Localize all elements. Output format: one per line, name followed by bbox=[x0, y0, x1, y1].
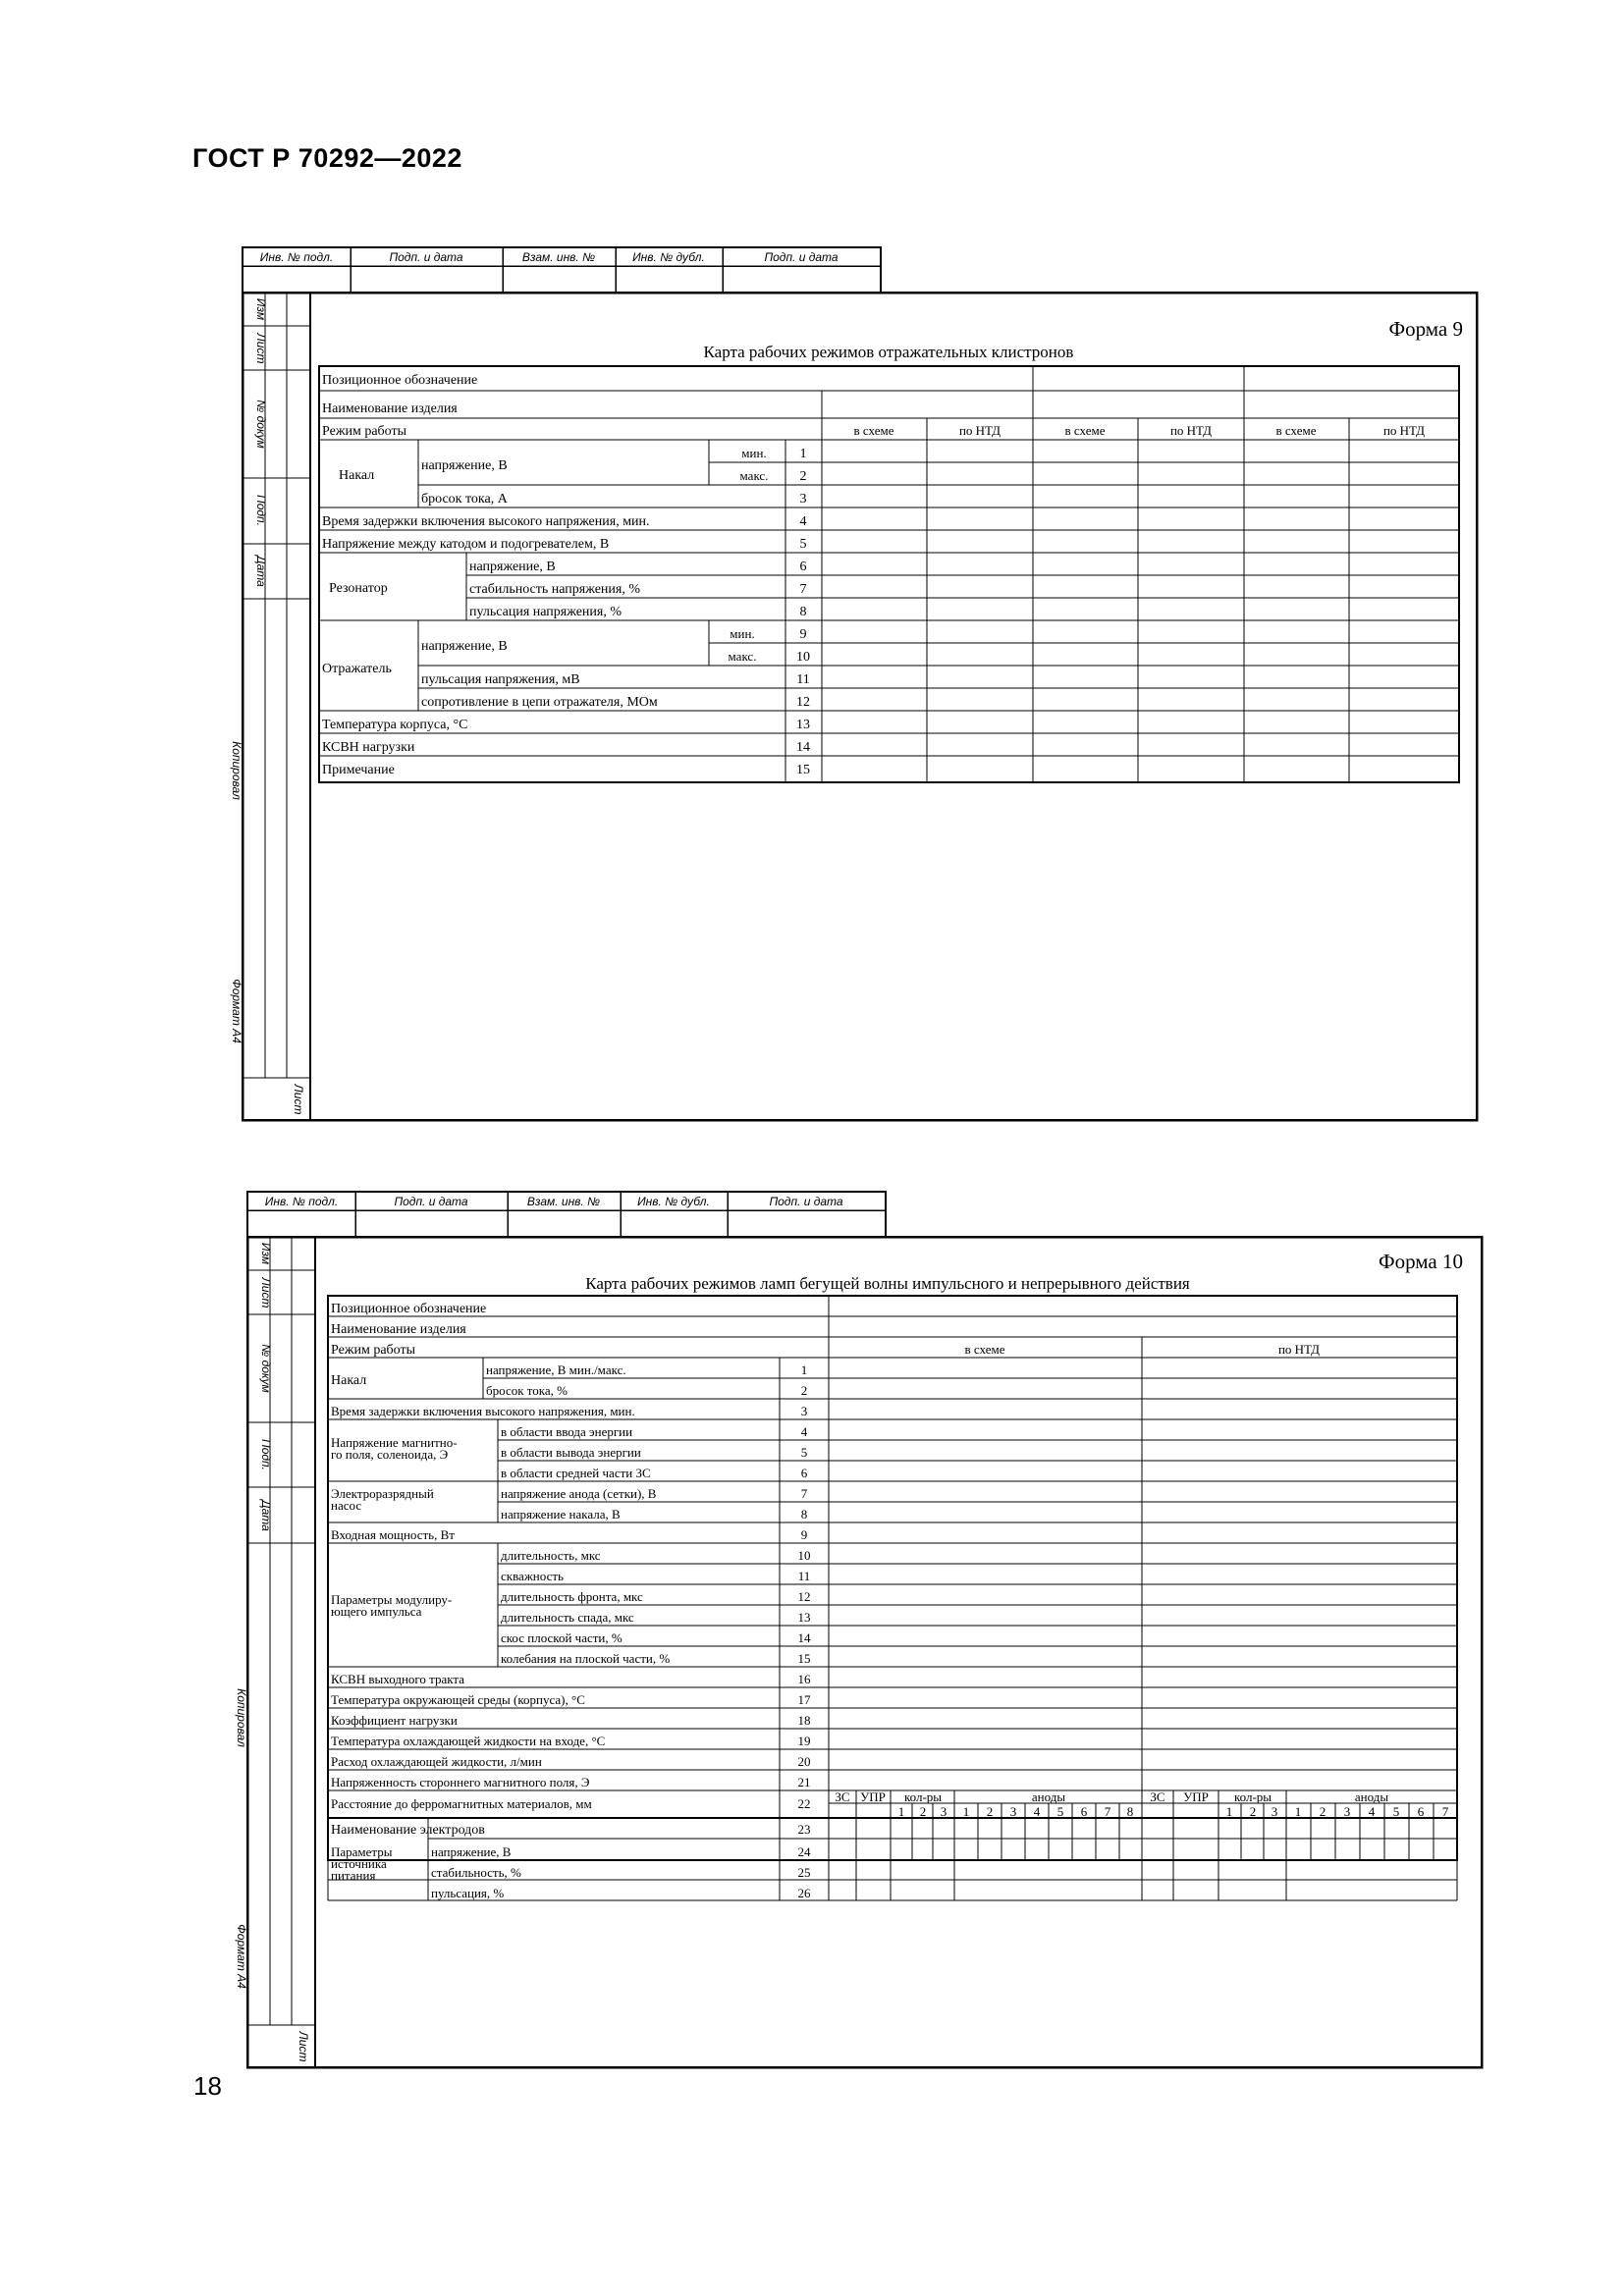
f10-row-num: 23 bbox=[797, 1822, 811, 1837]
form-9-label: Форма 9 bbox=[1388, 317, 1463, 341]
f9-surge: бросок тока, А bbox=[421, 492, 508, 507]
f10-mag-in: в области ввода энергии bbox=[501, 1424, 633, 1439]
f10-anody-num: 6 bbox=[1080, 1804, 1088, 1819]
form-9-title: Карта рабочих режимов отражательных клистронов bbox=[703, 343, 1074, 361]
form-10 bbox=[0, 1139, 1624, 2081]
f10-pump-2: насос bbox=[331, 1498, 362, 1513]
form-9-drawing bbox=[0, 0, 1624, 1139]
f10-pump-nakal: напряжение накала, В bbox=[501, 1507, 621, 1522]
format-label: Формат А4 bbox=[235, 1924, 248, 1989]
side-label-list: Лист bbox=[254, 333, 268, 364]
f10-src-v-row: напряжение, В bbox=[431, 1844, 512, 1859]
f9-temp: Температура корпуса, °С bbox=[322, 718, 468, 732]
form-10-label: Форма 10 bbox=[1379, 1250, 1463, 1273]
f10-mag-out: в области вывода энергии bbox=[501, 1445, 641, 1460]
f9-mode-label: Режим работы bbox=[322, 424, 407, 439]
f10-row-num: 15 bbox=[797, 1651, 811, 1666]
f9-col-header: по НТД bbox=[958, 423, 1001, 438]
f10-anody-num: 3 bbox=[1343, 1804, 1351, 1819]
stamp-podp-data: Подп. и дата bbox=[394, 1195, 468, 1208]
f9-row-num: 2 bbox=[799, 469, 807, 484]
copied-label: Копировал bbox=[235, 1688, 248, 1747]
f9-ref-max: макс. bbox=[728, 649, 757, 664]
f9-row-num: 4 bbox=[799, 514, 807, 529]
f10-mag-2: го поля, соленоида, Э bbox=[331, 1447, 449, 1462]
f10-electrodes: Наименование электродов bbox=[331, 1823, 485, 1838]
f10-coolant-t: Температура охлаждающей жидкости на входе, °С bbox=[331, 1734, 606, 1748]
copied-label: Копировал bbox=[230, 741, 244, 800]
f10-row-num: 4 bbox=[800, 1424, 808, 1439]
f10-row-num: 3 bbox=[800, 1404, 808, 1418]
f10-kolry-num: 1 bbox=[897, 1804, 905, 1819]
f10-mod-1: Параметры модулиру- bbox=[331, 1592, 453, 1607]
stamp-inv-podl: Инв. № подл. bbox=[259, 250, 334, 264]
side-label-signature: Подп. bbox=[259, 1439, 273, 1470]
f9-col-header: по НТД bbox=[1169, 423, 1213, 438]
format-label: Формат А4 bbox=[230, 979, 244, 1043]
f10-input-power: Входная мощность, Вт bbox=[331, 1527, 455, 1542]
f10-name: Наименование изделия bbox=[331, 1322, 466, 1337]
f10-row-num: 26 bbox=[797, 1886, 811, 1900]
f9-name-label: Наименование изделия bbox=[322, 401, 458, 416]
f10-row-num: 11 bbox=[797, 1569, 811, 1583]
f9-row-num: 3 bbox=[799, 492, 807, 507]
f10-load: Коэффициент нагрузки bbox=[331, 1713, 458, 1728]
side-label-izm: Изм bbox=[254, 297, 268, 321]
f9-col-header: по НТД bbox=[1382, 423, 1426, 438]
f10-anody-num: 1 bbox=[1294, 1804, 1302, 1819]
side-label-list: Лист bbox=[259, 1277, 273, 1308]
f10-mod-dur: длительность, мкс bbox=[501, 1548, 601, 1563]
f10-row-num: 16 bbox=[797, 1672, 811, 1686]
f10-ambient: Температура окружающей среды (корпуса), °С bbox=[331, 1692, 585, 1707]
f10-mag-1: Напряжение магнитно- bbox=[331, 1435, 458, 1450]
f10-anody-num: 2 bbox=[1319, 1804, 1326, 1819]
side-label-docnum: № докум bbox=[259, 1344, 273, 1393]
f9-ref-res: сопротивление в цепи отражателя, МОм bbox=[421, 695, 658, 710]
f9-nakal-voltage: напряжение, В bbox=[421, 458, 508, 473]
f10-anody-num: 5 bbox=[1056, 1804, 1064, 1819]
stamp-podp-data-2: Подп. и дата bbox=[769, 1195, 843, 1208]
f10-row-num: 7 bbox=[800, 1486, 808, 1501]
f9-row-num: 12 bbox=[796, 695, 810, 710]
side-label-signature: Подп. bbox=[254, 495, 268, 526]
f10-row-num: 9 bbox=[800, 1527, 808, 1542]
f10-kolry-num: 1 bbox=[1225, 1804, 1233, 1819]
f10-row-num: 19 bbox=[797, 1734, 811, 1748]
stamp-inv-dubl: Инв. № дубл. bbox=[632, 250, 705, 264]
f10-pos: Позиционное обозначение bbox=[331, 1302, 487, 1316]
f9-reflector: Отражатель bbox=[322, 662, 392, 676]
f10-src-2: источника bbox=[331, 1856, 387, 1871]
page-number: 18 bbox=[193, 2071, 222, 2101]
side-label-date: Дата bbox=[259, 1500, 273, 1531]
f10-mod-duty: скважность bbox=[501, 1569, 564, 1583]
f10-anody-num: 5 bbox=[1392, 1804, 1400, 1819]
f9-col-header: в схеме bbox=[1275, 423, 1317, 438]
f9-min: мин. bbox=[741, 446, 767, 460]
f10-row-num: 6 bbox=[800, 1466, 808, 1480]
f9-delay: Время задержки включения высокого напряжения, мин. bbox=[322, 514, 650, 529]
f10-upr-left: УПР bbox=[860, 1789, 886, 1804]
f10-col-header: по НТД bbox=[1277, 1342, 1321, 1357]
f10-mode: Режим работы bbox=[331, 1343, 416, 1358]
f10-mod-2: ющего импульса bbox=[331, 1604, 422, 1619]
f10-row-num: 22 bbox=[797, 1796, 811, 1811]
f10-row-num: 18 bbox=[797, 1713, 811, 1728]
f10-anody-left: аноды bbox=[1031, 1789, 1066, 1804]
f9-res-ripple: пульсация напряжения, % bbox=[469, 605, 623, 619]
f10-row-num: 12 bbox=[797, 1589, 811, 1604]
f10-ext-field: Напряженность стороннего магнитного поля, Э bbox=[331, 1775, 590, 1789]
f10-kolry-num: 3 bbox=[1271, 1804, 1278, 1819]
f10-anody-num: 8 bbox=[1126, 1804, 1134, 1819]
f9-col-header: в схеме bbox=[1064, 423, 1106, 438]
side-label-izm: Изм bbox=[259, 1242, 273, 1265]
f10-row-num: 1 bbox=[800, 1362, 808, 1377]
f10-anody-num: 3 bbox=[1009, 1804, 1017, 1819]
f10-mag-mid: в области средней части ЗС bbox=[501, 1466, 651, 1480]
f10-nakal-surge: бросок тока, % bbox=[486, 1383, 568, 1398]
f9-row-num: 8 bbox=[799, 605, 807, 619]
f10-nakal-v: напряжение, В мин./макс. bbox=[486, 1362, 626, 1377]
f10-row-num: 8 bbox=[800, 1507, 808, 1522]
f9-nakal: Накал bbox=[339, 468, 375, 483]
f10-kolry-num: 3 bbox=[940, 1804, 947, 1819]
f9-res-stab: стабильность напряжения, % bbox=[469, 582, 641, 597]
f9-ref-v: напряжение, В bbox=[421, 639, 508, 654]
doc-code-header: ГОСТ Р 70292—2022 bbox=[192, 143, 462, 173]
f10-row-num: 2 bbox=[800, 1383, 808, 1398]
f10-row-num: 20 bbox=[797, 1754, 811, 1769]
side-label-docnum: № докум bbox=[254, 400, 268, 449]
f9-col-header: в схеме bbox=[853, 423, 894, 438]
f10-pump-anode: напряжение анода (сетки), В bbox=[501, 1486, 657, 1501]
f10-delay: Время задержки включения высокого напряжения, мин. bbox=[331, 1404, 635, 1418]
f10-src-3: питания bbox=[331, 1868, 376, 1883]
f10-src-ripple: пульсация, % bbox=[431, 1886, 505, 1900]
f10-row-num: 5 bbox=[800, 1445, 808, 1460]
f10-zs-left: ЗС bbox=[835, 1789, 850, 1804]
f9-row-num: 11 bbox=[796, 672, 810, 687]
f9-res-v: напряжение, В bbox=[469, 560, 556, 574]
form-9 bbox=[0, 0, 1624, 1139]
f10-kolry-left: кол-ры bbox=[903, 1789, 943, 1804]
f10-anody-num: 2 bbox=[986, 1804, 994, 1819]
f9-row-num: 15 bbox=[796, 763, 810, 777]
f10-vswr-out: КСВН выходного тракта bbox=[331, 1672, 465, 1686]
form-10-drawing bbox=[0, 1139, 1624, 2081]
stamp-podp-data-2: Подп. и дата bbox=[764, 250, 839, 264]
f9-vswr: КСВН нагрузки bbox=[322, 740, 415, 755]
f10-mod-skew: скос плоской части, % bbox=[501, 1630, 623, 1645]
f9-row-num: 7 bbox=[799, 582, 807, 597]
f10-src-stab: стабильность, % bbox=[431, 1865, 521, 1880]
f9-row-num: 5 bbox=[799, 537, 807, 552]
stamp-inv-dubl: Инв. № дубл. bbox=[637, 1195, 710, 1208]
f10-row-num: 21 bbox=[797, 1775, 811, 1789]
f10-row-num: 13 bbox=[797, 1610, 811, 1625]
f9-row-num: 13 bbox=[796, 718, 810, 732]
f10-ferro: Расстояние до ферромагнитных материалов, мм bbox=[331, 1796, 592, 1811]
stamp-podp-data: Подп. и дата bbox=[389, 250, 463, 264]
sheet-label: Лист bbox=[292, 1084, 305, 1115]
f9-note: Примечание bbox=[322, 763, 395, 777]
f9-row-num: 14 bbox=[796, 740, 810, 755]
f10-mod-fall: длительность спада, мкс bbox=[501, 1610, 634, 1625]
f10-anody-num: 4 bbox=[1033, 1804, 1041, 1819]
f10-anody-num: 4 bbox=[1368, 1804, 1376, 1819]
f10-row-num: 17 bbox=[797, 1692, 811, 1707]
side-label-date: Дата bbox=[254, 556, 268, 587]
f9-ref-ripple: пульсация напряжения, мВ bbox=[421, 672, 580, 687]
f10-kolry-right: кол-ры bbox=[1233, 1789, 1272, 1804]
f10-nakal: Накал bbox=[331, 1373, 367, 1388]
f10-kolry-num: 2 bbox=[1249, 1804, 1257, 1819]
sheet-label: Лист bbox=[297, 2031, 310, 2062]
f10-anody-num: 1 bbox=[962, 1804, 970, 1819]
f10-anody-num: 6 bbox=[1417, 1804, 1425, 1819]
f10-anody-num: 7 bbox=[1441, 1804, 1449, 1819]
f10-kolry-num: 2 bbox=[919, 1804, 927, 1819]
f10-zs-right: ЗС bbox=[1150, 1789, 1165, 1804]
f10-pump-1: Электроразрядный bbox=[331, 1486, 434, 1501]
f10-row-num: 24 bbox=[797, 1844, 811, 1859]
f9-ref-min: мин. bbox=[730, 626, 755, 641]
f9-row-num: 1 bbox=[799, 447, 807, 461]
f9-row-num: 6 bbox=[799, 560, 807, 574]
f10-anody-right: аноды bbox=[1354, 1789, 1389, 1804]
f10-anody-num: 7 bbox=[1104, 1804, 1111, 1819]
f9-pos-label: Позиционное обозначение bbox=[322, 373, 478, 388]
f10-row-num: 25 bbox=[797, 1865, 811, 1880]
f10-col-header: в схеме bbox=[964, 1342, 1005, 1357]
f9-cathode: Напряжение между катодом и подогревателем, В bbox=[322, 537, 610, 552]
f10-upr-right: УПР bbox=[1183, 1789, 1209, 1804]
f9-max: макс. bbox=[739, 468, 769, 483]
f10-src-1-visible: Параметры bbox=[331, 1844, 393, 1859]
stamp-vzam-inv: Взам. инв. № bbox=[526, 1195, 601, 1208]
stamp-vzam-inv: Взам. инв. № bbox=[521, 250, 596, 264]
form-10-title: Карта рабочих режимов ламп бегущей волны импульсного и непрерывного действия bbox=[585, 1274, 1190, 1293]
f10-coolant-flow: Расход охлаждающей жидкости, л/мин bbox=[331, 1754, 542, 1769]
f10-row-num: 10 bbox=[797, 1548, 811, 1563]
f10-mod-front: длительность фронта, мкс bbox=[501, 1589, 643, 1604]
f10-row-num: 14 bbox=[797, 1630, 811, 1645]
f9-row-num: 9 bbox=[799, 627, 807, 642]
f10-mod-osc: колебания на плоской части, % bbox=[501, 1651, 671, 1666]
f9-resonator: Резонатор bbox=[329, 581, 388, 596]
f9-row-num: 10 bbox=[796, 650, 810, 665]
stamp-inv-podl: Инв. № подл. bbox=[264, 1195, 339, 1208]
